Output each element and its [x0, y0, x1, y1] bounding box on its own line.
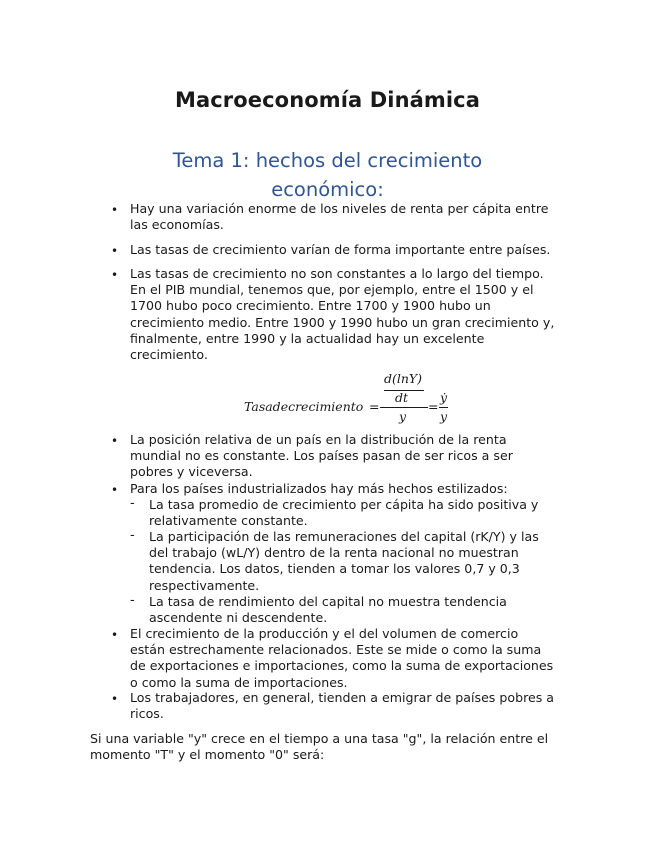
text-line: Los trabajadores, en general, tienden a emigrar de países pobres a — [130, 690, 554, 705]
text-line: momento "T" y el momento "0" será: — [90, 747, 325, 763]
bullet-marker: • — [111, 483, 119, 497]
subbullet-item-3 — [149, 594, 569, 626]
formula-outer-denominator: y — [399, 409, 407, 424]
bullet-item-1 — [130, 201, 580, 233]
formula-inner-denominator: dt — [395, 390, 409, 405]
bullet-item-6 — [130, 626, 580, 691]
subbullet-item-1 — [149, 497, 569, 529]
bullet-marker: • — [111, 244, 119, 258]
text-line: respectivamente. — [149, 577, 260, 593]
text-line: mundial no es constante. Los países pasan de ser ricos a ser — [130, 448, 513, 464]
closing-paragraph — [90, 731, 575, 763]
formula-ydot-numerator: ẏ — [440, 390, 448, 405]
formula-outer-fraction-bar — [380, 407, 428, 408]
bullet-marker: • — [111, 692, 119, 706]
dash-marker: - — [130, 496, 135, 511]
text-line: crecimiento. — [130, 347, 208, 363]
text-line: La tasa promedio de crecimiento per cápita ha sido positiva y — [149, 497, 539, 512]
subbullet-item-2 — [149, 529, 569, 594]
text-line: relativamente constante. — [149, 513, 308, 529]
text-line: 1700 hubo poco crecimiento. Entre 1700 y 1900 hubo un — [130, 298, 491, 314]
section-heading — [150, 146, 505, 204]
bullet-item-5 — [130, 481, 580, 497]
text-line: En el PIB mundial, tenemos que, por ejemplo, entre el 1500 y el — [130, 282, 534, 298]
text-line: finalmente, entre 1990 y la actualidad hay un excelente — [130, 330, 485, 346]
bullet-item-4 — [130, 432, 580, 481]
text-line: El crecimiento de la producción y el del volumen de comercio — [130, 626, 519, 641]
formula-equals-1: = — [369, 399, 380, 414]
formula-right-denominator: y — [440, 409, 448, 424]
dash-marker: - — [130, 593, 135, 608]
text-line: del trabajo (wL/Y) dentro de la renta nacional no muestran — [149, 545, 519, 561]
text-line: o como la suma de importaciones. — [130, 674, 348, 690]
text-line: las economías. — [130, 217, 224, 233]
bullet-marker: • — [111, 628, 119, 642]
formula-inner-numerator: d(lnY) — [384, 371, 423, 386]
text-line: Para los países industrializados hay más hechos estilizados: — [130, 481, 508, 496]
bullet-item-7 — [130, 690, 580, 722]
text-line: Si una variable "y" crece en el tiempo a una tasa "g", la relación entre el — [90, 731, 549, 746]
text-line: La tasa de rendimiento del capital no muestra tendencia — [149, 594, 507, 609]
section-heading-line-1: Tema 1: hechos del crecimiento — [172, 149, 483, 172]
document-title: Macroeconomía Dinámica — [174, 88, 480, 112]
bullet-marker: • — [111, 203, 119, 217]
text-line: La posición relativa de un país en la distribución de la renta — [130, 432, 507, 447]
bullet-marker: • — [111, 434, 119, 448]
bullet-marker: • — [111, 268, 119, 282]
text-line: Las tasas de crecimiento varían de forma importante entre países. — [130, 242, 551, 257]
text-line: pobres y viceversa. — [130, 464, 253, 480]
formula-right-fraction-bar — [439, 407, 448, 408]
dash-marker: - — [130, 528, 135, 543]
bullet-item-3 — [130, 266, 580, 363]
text-line: Hay una variación enorme de los niveles de renta per cápita entre — [130, 201, 549, 216]
formula-equals-2: = — [428, 399, 439, 414]
text-line: Las tasas de crecimiento no son constantes a lo largo del tiempo. — [130, 266, 544, 281]
bullet-item-2 — [130, 242, 580, 258]
text-line: La participación de las remuneraciones del capital (rK/Y) y las — [149, 529, 539, 544]
text-line: están estrechamente relacionados. Este se mide o como la suma — [130, 642, 542, 658]
growth-rate-formula — [244, 370, 464, 430]
formula-lhs: Tasadecrecimiento — [244, 399, 364, 414]
text-line: crecimiento medio. Entre 1900 y 1990 hubo un gran crecimiento y, — [130, 314, 555, 330]
text-line: de exportaciones e importaciones, como la suma de exportaciones — [130, 658, 554, 674]
text-line: ascendente ni descendente. — [149, 610, 328, 626]
text-line: tendencia. Los datos, tienden a tomar los valores 0,7 y 0,3 — [149, 561, 520, 577]
text-line: ricos. — [130, 706, 164, 722]
section-heading-line-2: económico: — [271, 178, 384, 201]
